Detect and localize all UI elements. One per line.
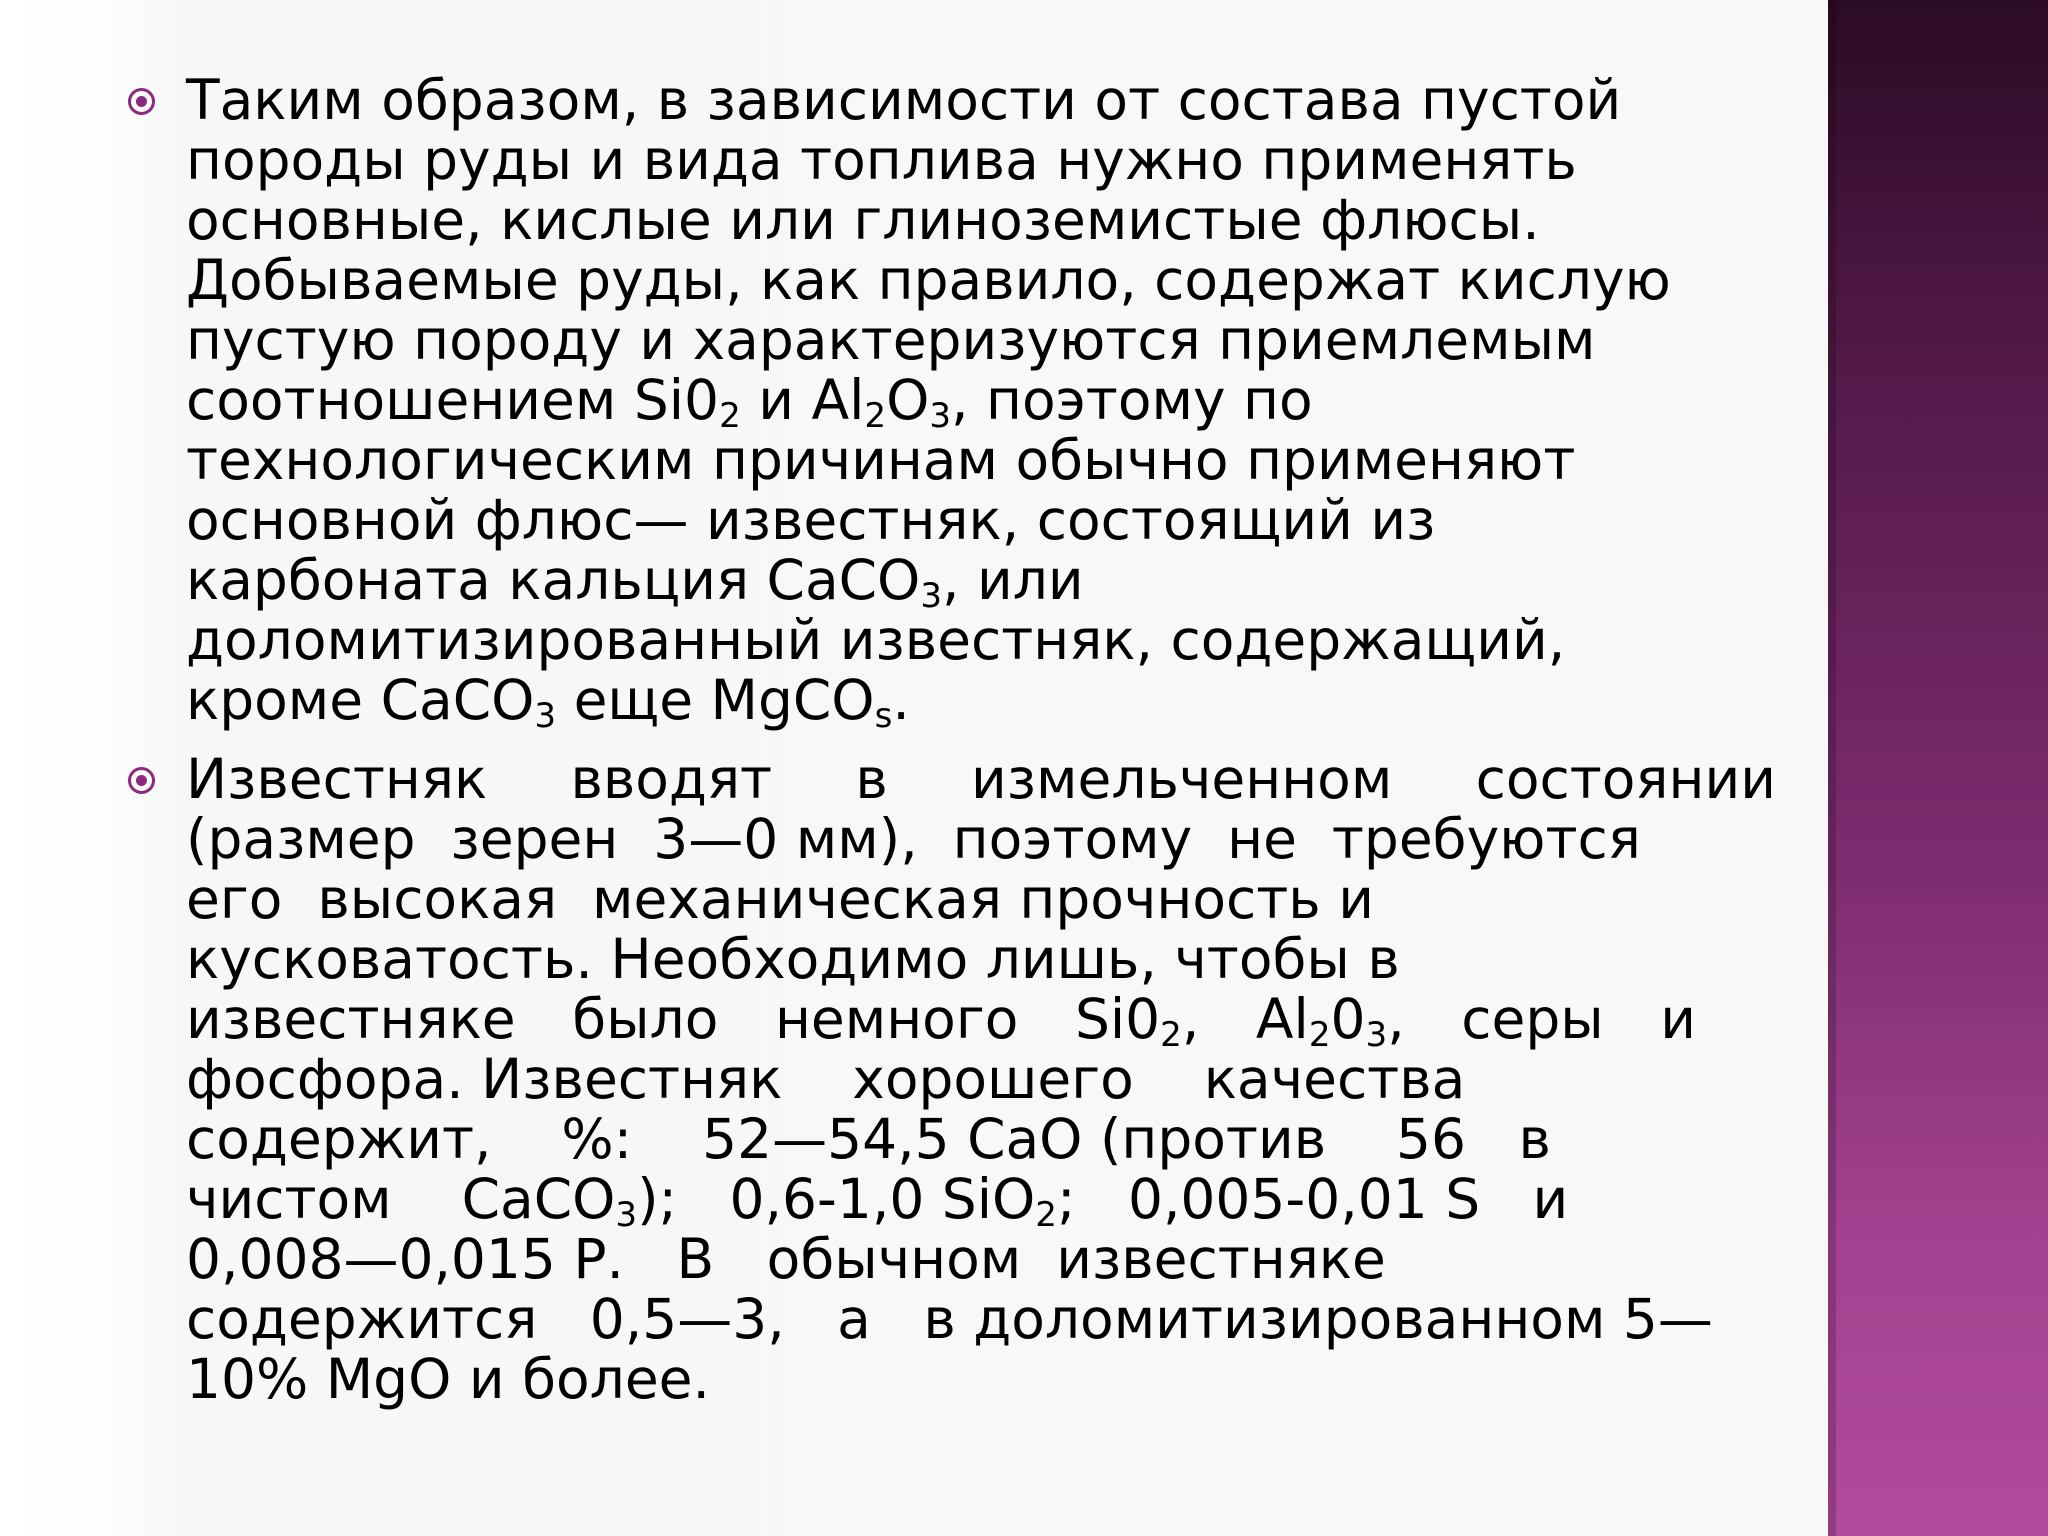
text-fragment: O (886, 368, 930, 432)
subscript: 3 (615, 1195, 638, 1236)
text-line: породы руды и вида топлива нужно применять (186, 128, 1577, 192)
text-line: Таким образом, в зависимости от состава пустой (186, 68, 1622, 132)
text-fragment: ; 0,005-0,01 S и (1056, 1167, 1569, 1231)
word (1074, 987, 1200, 1056)
text-fragment: 0 (1330, 987, 1366, 1051)
text-fragment: Al (1255, 987, 1309, 1051)
word: измельченном (971, 747, 1393, 811)
subscript: 2 (719, 396, 741, 437)
text-fragment: карбоната кальция CaCO (186, 548, 921, 612)
text-line: его высокая механическая прочность и (186, 867, 1374, 931)
bullet-circle-icon (128, 88, 155, 115)
bullet-list (128, 68, 1776, 1411)
text-line: фосфора. Известняк хорошего качества (186, 1047, 1466, 1111)
text-line: доломитизированный известняк, содержащий, (186, 608, 1566, 672)
text-line: основной флюс— известняк, состоящий из (186, 488, 1436, 552)
text-fragment: кроме CaCO (186, 668, 535, 732)
decorative-side-panel (1828, 0, 2048, 1536)
text-line: основные, кислые или глиноземистые флюсы. (186, 188, 1540, 252)
bullet-circle-icon (128, 767, 155, 794)
text-line (186, 987, 1696, 1056)
word: состоянии (1475, 747, 1776, 811)
text-line: кусковатость. Необходимо лишь, чтобы в (186, 927, 1400, 991)
text-line: пустую породу и характеризуются приемлемым (186, 308, 1596, 372)
word: Известняк (186, 747, 488, 811)
text-line (186, 1167, 1703, 1236)
text-fragment: , (1387, 987, 1405, 1051)
text-fragment: соотношением Si0 (186, 368, 720, 432)
text-fragment: , или (942, 548, 1084, 612)
text-fragment: чистом CaCO (186, 1167, 616, 1231)
text-fragment: ); 0,6-1,0 SiO (637, 1167, 1036, 1231)
text-line (186, 368, 1703, 437)
subscript: 3 (929, 396, 952, 437)
word: и (1660, 987, 1696, 1051)
text-line (186, 548, 1703, 617)
text-fragment: , (1181, 987, 1200, 1051)
subscript: 2 (1308, 1015, 1331, 1056)
subscript: 3 (920, 576, 943, 617)
word: было (572, 987, 719, 1051)
text-line: технологическим причинам обычно применяют (186, 428, 1576, 492)
subscript: 2 (1035, 1195, 1057, 1236)
text-line: содержится 0,5—3, а в доломитизированном 5— (186, 1287, 1713, 1351)
word: в (855, 747, 888, 811)
word: серы (1461, 987, 1604, 1051)
text-line: (размер зерен 3—0 мм), поэтому не требуются (186, 807, 1641, 871)
subscript: 2 (864, 396, 887, 437)
subscript: s (874, 696, 893, 737)
word: немного (774, 987, 1019, 1051)
text-fragment: . (892, 668, 910, 732)
text-line: Добываемые руды, как правило, содержат кислую (186, 248, 1671, 312)
text-fragment: и Al (740, 368, 865, 432)
word: известняке (186, 987, 516, 1051)
subscript: 3 (534, 696, 557, 737)
text-fragment: , поэтому по (951, 368, 1313, 432)
bullet-item-limestone (128, 747, 1776, 1411)
text-line: 10% MgO и более. (186, 1347, 710, 1411)
text-line (186, 749, 1776, 809)
text-line: 0,008—0,015 Р. В обычном известняке (186, 1227, 1386, 1291)
text-line: содержит, %: 52—54,5 CaO (против 56 в (186, 1107, 1551, 1171)
bullet-item-flux-types (128, 68, 1703, 737)
word: вводят (570, 747, 773, 811)
text-fragment: Si0 (1074, 987, 1161, 1051)
text-line (186, 668, 1703, 737)
text-fragment: еще MgCO (556, 668, 875, 732)
subscript: 3 (1365, 1015, 1388, 1056)
word (1255, 987, 1405, 1056)
subscript: 2 (1160, 1015, 1182, 1056)
